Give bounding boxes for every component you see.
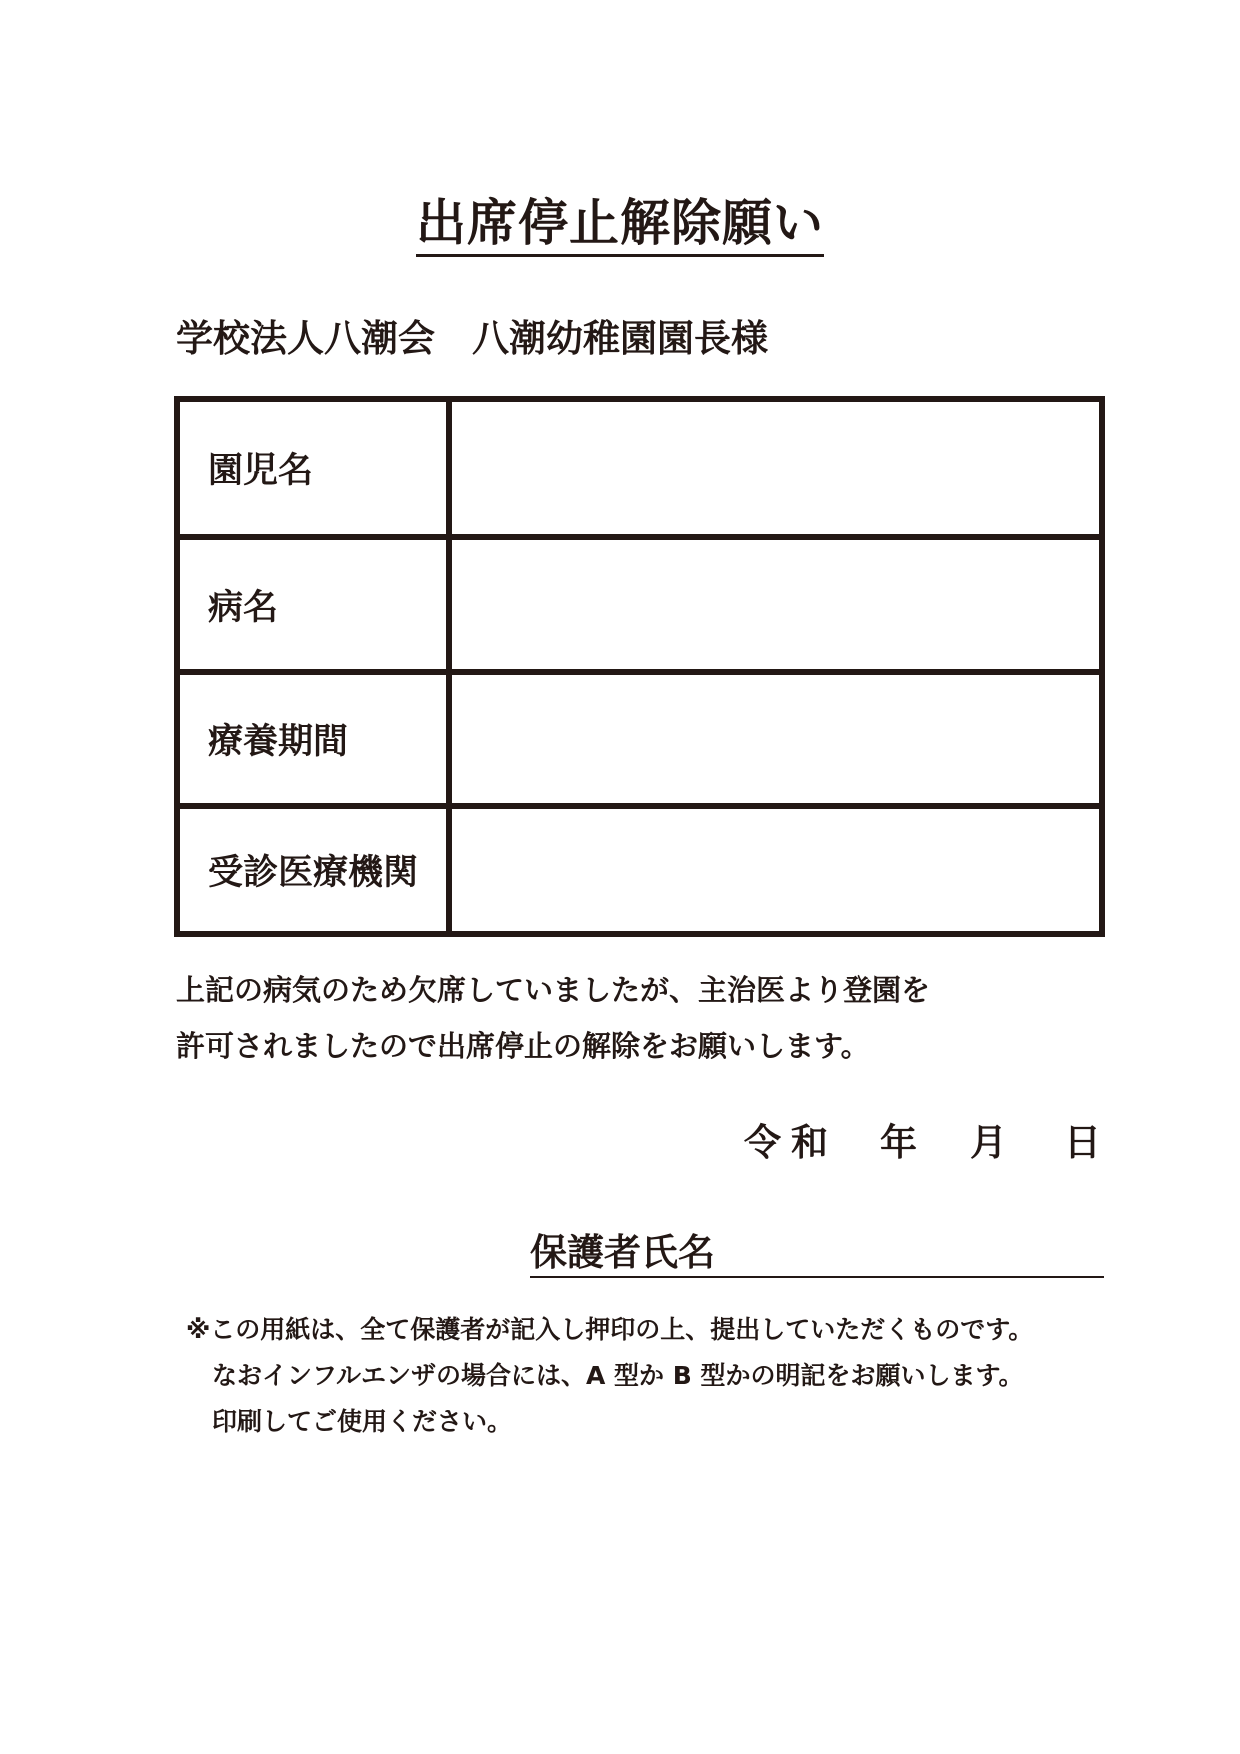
- date-month-label: 月: [970, 1121, 1007, 1164]
- label-illness: 病名: [180, 540, 452, 669]
- document-title: [0, 192, 1240, 257]
- field-child-name[interactable]: [452, 402, 1099, 534]
- date-year-label: 年: [880, 1121, 917, 1164]
- date-day-label: 日: [1064, 1121, 1101, 1164]
- statement-line-2: 許可されましたので出席停止の解除をお願いします。: [176, 1029, 870, 1063]
- note-line-2: なおインフルエンザの場合には、A 型か B 型かの明記をお願いします。: [212, 1361, 1024, 1390]
- form-row-recovery-period: [180, 669, 1099, 803]
- statement-line-1: 上記の病気のため欠席していましたが、主治医より登園を: [176, 973, 931, 1007]
- label-medical-institution: 受診医療機関: [180, 809, 452, 931]
- statement: [176, 962, 930, 1074]
- label-child-name: 園児名: [180, 402, 452, 534]
- date-line: [744, 1112, 1104, 1162]
- note-line-1: ※この用紙は、全て保護者が記入し押印の上、提出していただくものです。: [186, 1315, 1034, 1344]
- form-table: [174, 396, 1105, 937]
- label-recovery-period: 療養期間: [180, 675, 452, 803]
- guardian-name-field[interactable]: [530, 1218, 1104, 1278]
- field-recovery-period[interactable]: [452, 675, 1099, 803]
- guardian-name-label: 保護者氏名: [530, 1231, 715, 1274]
- field-illness[interactable]: [452, 540, 1099, 669]
- note-line-3: 印刷してご使用ください。: [212, 1407, 513, 1436]
- date-era: 令和: [744, 1121, 838, 1164]
- form-row-medical-institution: [180, 803, 1099, 931]
- field-medical-institution[interactable]: [452, 809, 1099, 931]
- form-row-illness: [180, 534, 1099, 669]
- form-row-child-name: [180, 402, 1099, 534]
- notes: [186, 1307, 1033, 1445]
- addressee: 学校法人八潮会 八潮幼稚園園長様: [176, 317, 768, 360]
- document-title-text: 出席停止解除願い: [416, 192, 824, 257]
